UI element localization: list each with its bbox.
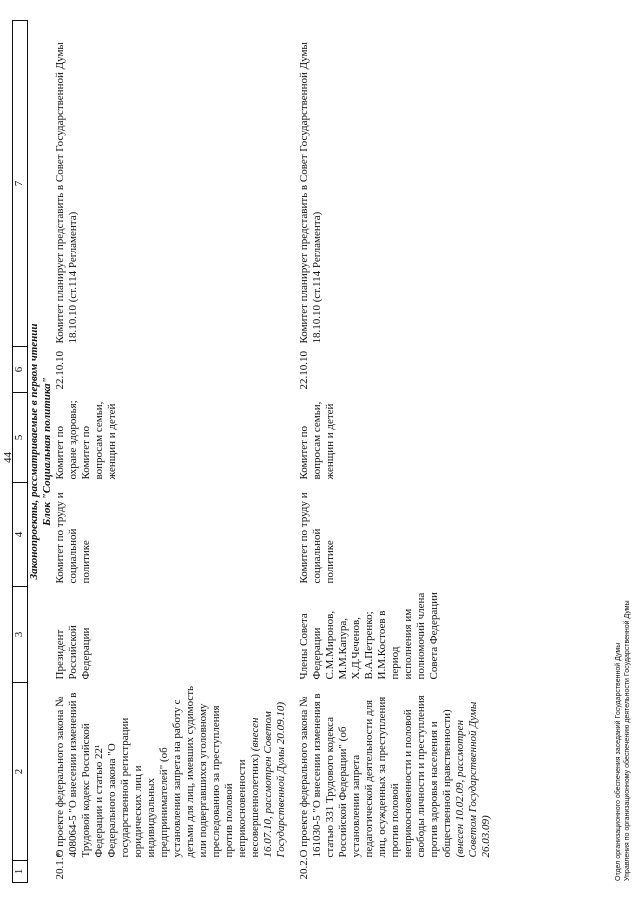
footer [614, 600, 632, 881]
bill-note: (внесен 10.02.09, рассмотрен Советом Государственной Думы 26.03.09) [454, 701, 492, 858]
column-number: 1 [13, 861, 28, 883]
bill-cell [298, 683, 493, 861]
column-number-row [13, 21, 28, 883]
decision: Комитет планирует представить в Совет Государственной Думы 18.10.10 (ст.114 Регламента) [298, 42, 323, 344]
table-row [54, 21, 288, 883]
row-number: 20.2. [298, 857, 310, 880]
column-number: 3 [13, 587, 28, 683]
block-title-row [41, 21, 54, 883]
responsible-committee: Комитет по труду и социальной политике [298, 492, 336, 584]
decision: Комитет планирует представить в Совет Государственной Думы 18.10.10 (ст.114 Регламента) [54, 42, 79, 344]
page-number: 44 [2, 452, 14, 463]
co-committees: Комитет по вопросам семьи, женщин и детей [298, 401, 336, 480]
table-row [298, 21, 493, 883]
date: 22.10.10 [298, 351, 310, 390]
co-committees: Комитет по охране здоровья; Комитет по вопросам семьи, женщин и детей [54, 400, 118, 480]
section-title: Законопроекты, рассматриваемые в первом чтении [28, 323, 40, 580]
bill-note: (внесен 16.07.10, рассмотрен Советом Государственной Думы 20.09.10) [249, 701, 287, 858]
agenda-table [12, 20, 493, 883]
initiator: Члены Совета Федерации С.М.Миронов, М.М.Капура, Х.Д.Чеченов, В.А.Петренко; И.М.Костоев в период исполнения им полномочий члена Совета Федерации [298, 592, 440, 680]
bill-cell [54, 683, 288, 861]
row-spacer [288, 21, 298, 883]
bill-title: О проекте федерального закона № 408064-5 "О внесении изменений в Трудовой кодекс Российской Федерации и статью 22¹ Федерального закона "О государственной регистрации юридических лиц и индивидуальных предпринимателей" (об установлении запрета на работу с детьми для лиц, имевших судимость или подвергавшихся уголовному преследованию за преступления против половой неприкосновенности несовершеннолетних) [54, 685, 261, 858]
bill-title: О проекте федерального закона № 161030-5 "О внесении изменения в статью 331 Трудового кодекса Российской Федерации" (об установлении запрета педагогической деятельности для лиц, осужденных за преступления против половой неприкосновенности и половой свободы личности и преступления против здоровья населения и общественной нравственности) [298, 693, 453, 858]
footer-line-1: Отдел организационного обеспечения заседаний Государственной Думы [615, 642, 622, 881]
initiator: Президент Российской Федерации [54, 625, 92, 680]
column-number: 6 [13, 347, 28, 393]
footer-line-2: Управления по организационному обеспечению деятельности Государственной Думы [624, 600, 631, 881]
column-number: 5 [13, 393, 28, 483]
section-title-row [28, 21, 42, 883]
column-number: 2 [13, 683, 28, 861]
row-number: 20.1.* [54, 852, 66, 880]
column-number: 7 [13, 21, 28, 347]
block-title: Блок "Социальная политика" [41, 377, 53, 526]
column-number: 4 [13, 483, 28, 587]
responsible-committee: Комитет по труду и социальной политике [54, 492, 92, 584]
date: 22.10.10 [54, 351, 66, 390]
